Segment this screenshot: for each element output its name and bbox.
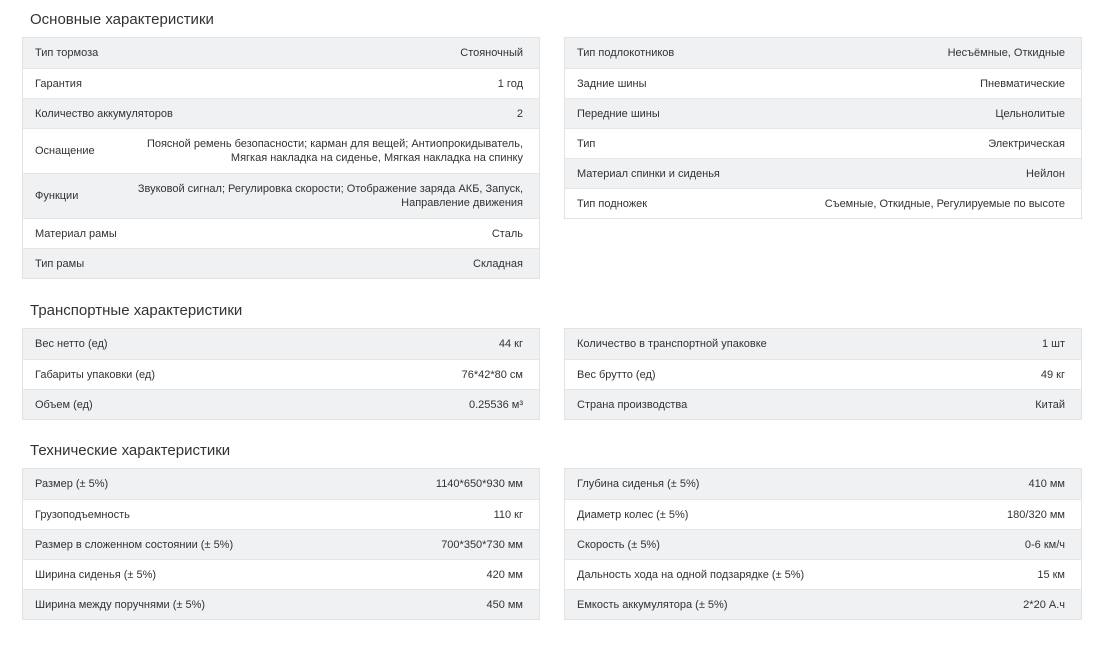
row-value: 0.25536 м³ [468,398,523,411]
row-label: Скорость (± 5%) [577,538,660,551]
row-label: Материал спинки и сиденья [577,167,720,180]
row-label: Гарантия [35,77,82,90]
table-row [23,589,539,619]
table-row [565,529,1081,559]
row-value: 420 мм [486,568,523,581]
row-value: Электрическая [988,137,1065,150]
row-label: Вес брутто (ед) [577,368,656,381]
table-row [565,68,1081,98]
row-value: Стояночный [460,47,523,59]
row-value: Складная [473,257,523,270]
row-value: Сталь [491,227,523,240]
row-label: Передние шины [577,107,660,120]
table-row [565,158,1081,188]
row-value: 1 год [497,77,523,90]
row-value: Цельнолитые [995,107,1065,120]
table-row [565,389,1081,419]
table-row [565,329,1081,359]
table-row [565,359,1081,389]
table-row [565,499,1081,529]
table-row [565,128,1081,158]
row-value: 49 кг [1040,368,1065,381]
table-row [23,329,539,359]
row-label: Функции [35,190,79,202]
section-title-transport: Транспортные характеристики [30,302,243,319]
row-value: Китай [1035,398,1065,411]
row-label: Количество в транспортной упаковке [577,338,767,350]
row-label: Тип тормоза [35,47,99,59]
transport-specs-left-table [22,328,540,420]
row-label: Габариты упаковки (ед) [35,368,155,381]
row-label: Тип рамы [35,257,85,270]
row-label: Материал рамы [35,227,117,240]
row-value: Съемные, Откидные, Регулируемые по высоте [824,197,1065,210]
row-value: 450 мм [486,598,523,611]
table-row [565,469,1081,499]
row-value: 700*350*730 мм [441,538,523,551]
row-label: Тип подножек [577,197,648,210]
table-row [23,389,539,419]
row-label: Объем (ед) [35,398,93,411]
row-value: 1 шт [1041,338,1065,350]
row-value: 44 кг [498,338,523,350]
main-specs-right-table [564,37,1082,219]
row-label: Глубина сиденья (± 5%) [577,478,700,490]
row-label: Диаметр колес (± 5%) [577,508,689,521]
technical-specs-right-table [564,468,1082,620]
row-label: Количество аккумуляторов [35,107,173,120]
transport-specs-right-table [564,328,1082,420]
row-label: Ширина сиденья (± 5%) [35,568,157,581]
row-value: 76*42*80 см [461,368,523,381]
table-row [23,248,539,278]
row-value: 180/320 мм [1007,508,1065,521]
table-row [23,128,539,173]
technical-specs-left-table [22,468,540,620]
row-label: Тип подлокотников [577,47,675,59]
row-value: Нейлон [1026,167,1065,180]
row-label: Емкость аккумулятора (± 5%) [577,598,728,611]
row-label: Задние шины [577,77,647,90]
section-title-technical: Технические характеристики [30,442,231,459]
row-label: Ширина между поручнями (± 5%) [35,598,206,611]
row-value: Поясной ремень безопасности; карман для вещей; Антиопрокидыватель, Мягкая накладка на сиденье, Мягкая накладка на спинку [146,138,523,164]
row-label: Оснащение [35,145,95,157]
row-label: Дальность хода на одной подзарядке (± 5%) [577,568,805,581]
row-label: Грузоподъемность [35,508,130,521]
table-row [23,469,539,499]
row-value: 110 кг [493,508,523,521]
table-row [23,173,539,218]
row-label: Тип [577,137,596,150]
table-row [565,98,1081,128]
section-title-main: Основные характеристики [30,11,214,28]
table-row [565,188,1081,218]
row-label: Размер в сложенном состоянии (± 5%) [35,538,234,551]
row-label: Вес нетто (ед) [35,338,108,350]
row-value: Звуковой сигнал; Регулировка скорости; Отображение заряда АКБ, Запуск, Направление движения [137,183,523,209]
row-value: Несъёмные, Откидные [947,47,1065,59]
table-row [23,559,539,589]
row-value: Пневматические [980,77,1065,90]
row-value: 15 км [1037,568,1065,581]
row-label: Страна производства [577,398,688,411]
table-row [565,38,1081,68]
row-value: 410 мм [1028,478,1065,490]
table-row [565,559,1081,589]
row-value: 2 [516,107,523,120]
table-row [23,68,539,98]
table-row [23,218,539,248]
table-row [23,98,539,128]
row-value: 2*20 А.ч [1023,598,1065,611]
row-value: 1140*650*930 мм [435,478,523,490]
row-value: 0-6 км/ч [1024,538,1065,551]
row-label: Размер (± 5%) [35,478,109,490]
table-row [23,529,539,559]
table-row [23,359,539,389]
main-specs-left-table [22,37,540,279]
table-row [23,38,539,68]
table-row [565,589,1081,619]
table-row [23,499,539,529]
